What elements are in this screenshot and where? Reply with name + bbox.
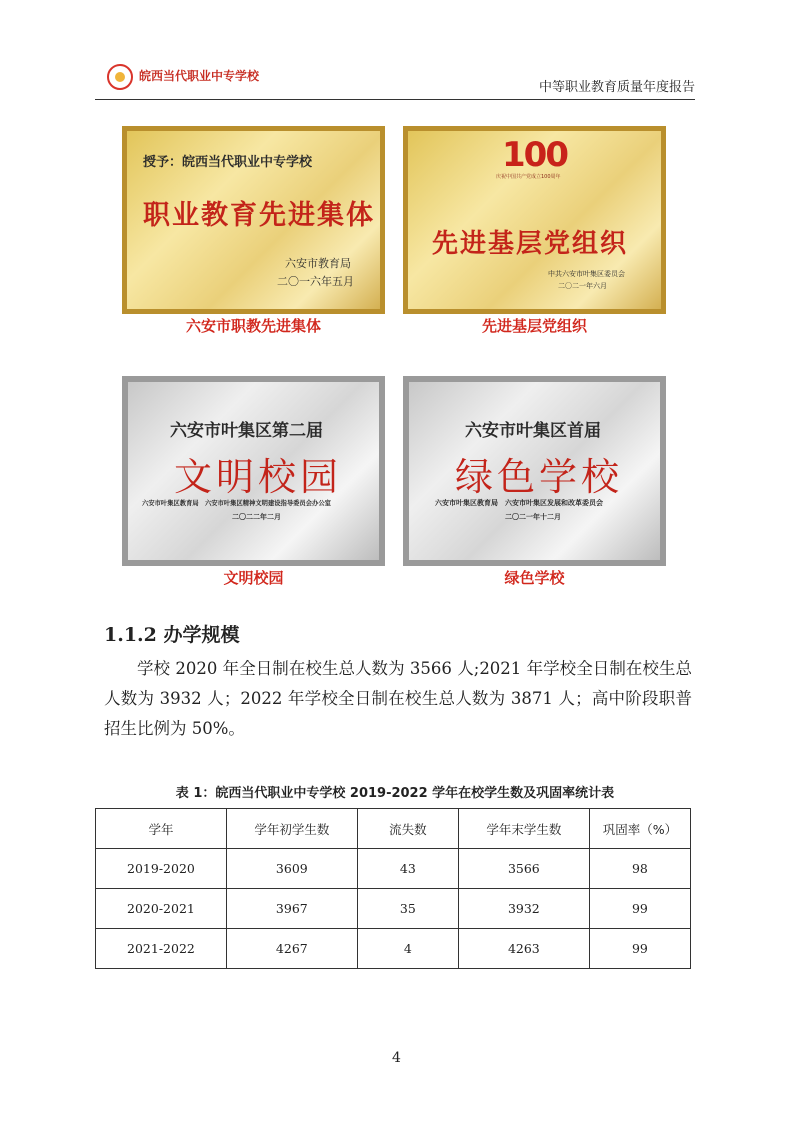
body-paragraph: 学校 2020 年全日制在校生总人数为 3566 人;2021 年学校全日制在校生总人数为 3932 人；2022 年学校全日制在校生总人数为 3871 人；高中阶段职普招生比例为 50%。: [104, 659, 692, 738]
table-cell: 98: [589, 849, 690, 889]
table-cell: 2020-2021: [96, 889, 227, 929]
column-header: 学年初学生数: [226, 809, 357, 849]
plaque-image-green: [403, 376, 666, 566]
plaque-image-civilized: [122, 376, 385, 566]
plaque-caption: 六安市职教先进集体: [185, 317, 321, 335]
plaque-issuer: 六安市教育局: [285, 257, 351, 270]
table-cell: 2019-2020: [96, 849, 227, 889]
table-cell: 4267: [226, 929, 357, 969]
table-cell: 43: [357, 849, 458, 889]
plaque-date: 二〇一六年五月: [277, 275, 354, 288]
page-number: 4: [392, 1050, 401, 1066]
plaque-issuer: 六安市叶集区教育局 六安市叶集区精神文明建设指导委员会办公室: [142, 500, 331, 507]
emblem-number: 100: [502, 135, 567, 175]
school-logo-icon: [107, 64, 133, 90]
plaque-award-title: 职业教育先进集体: [143, 200, 375, 231]
table-header-row: [96, 809, 691, 849]
plaque-top-line: 六安市叶集区首届: [465, 421, 601, 441]
plaque-grant-line: 授予：皖西当代职业中专学校: [143, 155, 313, 170]
column-header: 流失数: [357, 809, 458, 849]
plaque-image-party: [403, 126, 666, 314]
report-title: 中等职业教育质量年度报告: [538, 80, 695, 95]
table-cell: 35: [357, 889, 458, 929]
table-cell: 3932: [458, 889, 589, 929]
table-cell: 3609: [226, 849, 357, 889]
table-cell: 99: [589, 929, 690, 969]
table-cell: 4263: [458, 929, 589, 969]
table-row: [96, 889, 691, 929]
plaque-caption: 先进基层党组织: [481, 317, 587, 335]
table-cell: 4: [357, 929, 458, 969]
table-row: [96, 849, 691, 889]
emblem-subtitle: 庆祝中国共产党成立100周年: [496, 174, 561, 180]
column-header: 学年末学生数: [458, 809, 589, 849]
table-cell: 3967: [226, 889, 357, 929]
plaque-top-line: 六安市叶集区第二届: [170, 421, 323, 441]
column-header: 学年: [96, 809, 227, 849]
plaque-image-vocational: [122, 126, 385, 314]
school-name: 皖西当代职业中专学校: [139, 69, 260, 83]
page-header: [95, 58, 695, 100]
plaque-issuer: 六安市叶集区教育局 六安市叶集区发展和改革委员会: [435, 498, 603, 507]
column-header: 巩固率（%）: [589, 809, 690, 849]
plaque-date: 二〇二一年六月: [558, 282, 607, 290]
plaque-award-title: 绿色学校: [455, 455, 624, 499]
table-cell: 3566: [458, 849, 589, 889]
section-heading: 1.1.2 办学规模: [104, 624, 240, 646]
centenary-emblem: [496, 135, 567, 180]
header-divider: [95, 99, 695, 100]
plaque-award-title: 文明校园: [174, 455, 343, 499]
table-caption: 表 1：皖西当代职业中专学校 2019-2022 学年在校学生数及巩固率统计表: [175, 786, 615, 801]
plaque-date: 二〇二二年二月: [232, 512, 281, 521]
plaque-date: 二〇二一年十二月: [505, 512, 561, 521]
enrollment-table: [95, 808, 691, 969]
table-cell: 99: [589, 889, 690, 929]
plaque-issuer: 中共六安市叶集区委员会: [548, 270, 625, 278]
plaque-caption: 文明校园: [223, 569, 284, 587]
plaque-award-title: 先进基层党组织: [432, 229, 629, 259]
plaque-caption: 绿色学校: [504, 569, 565, 587]
table-row: [96, 929, 691, 969]
table-cell: 2021-2022: [96, 929, 227, 969]
